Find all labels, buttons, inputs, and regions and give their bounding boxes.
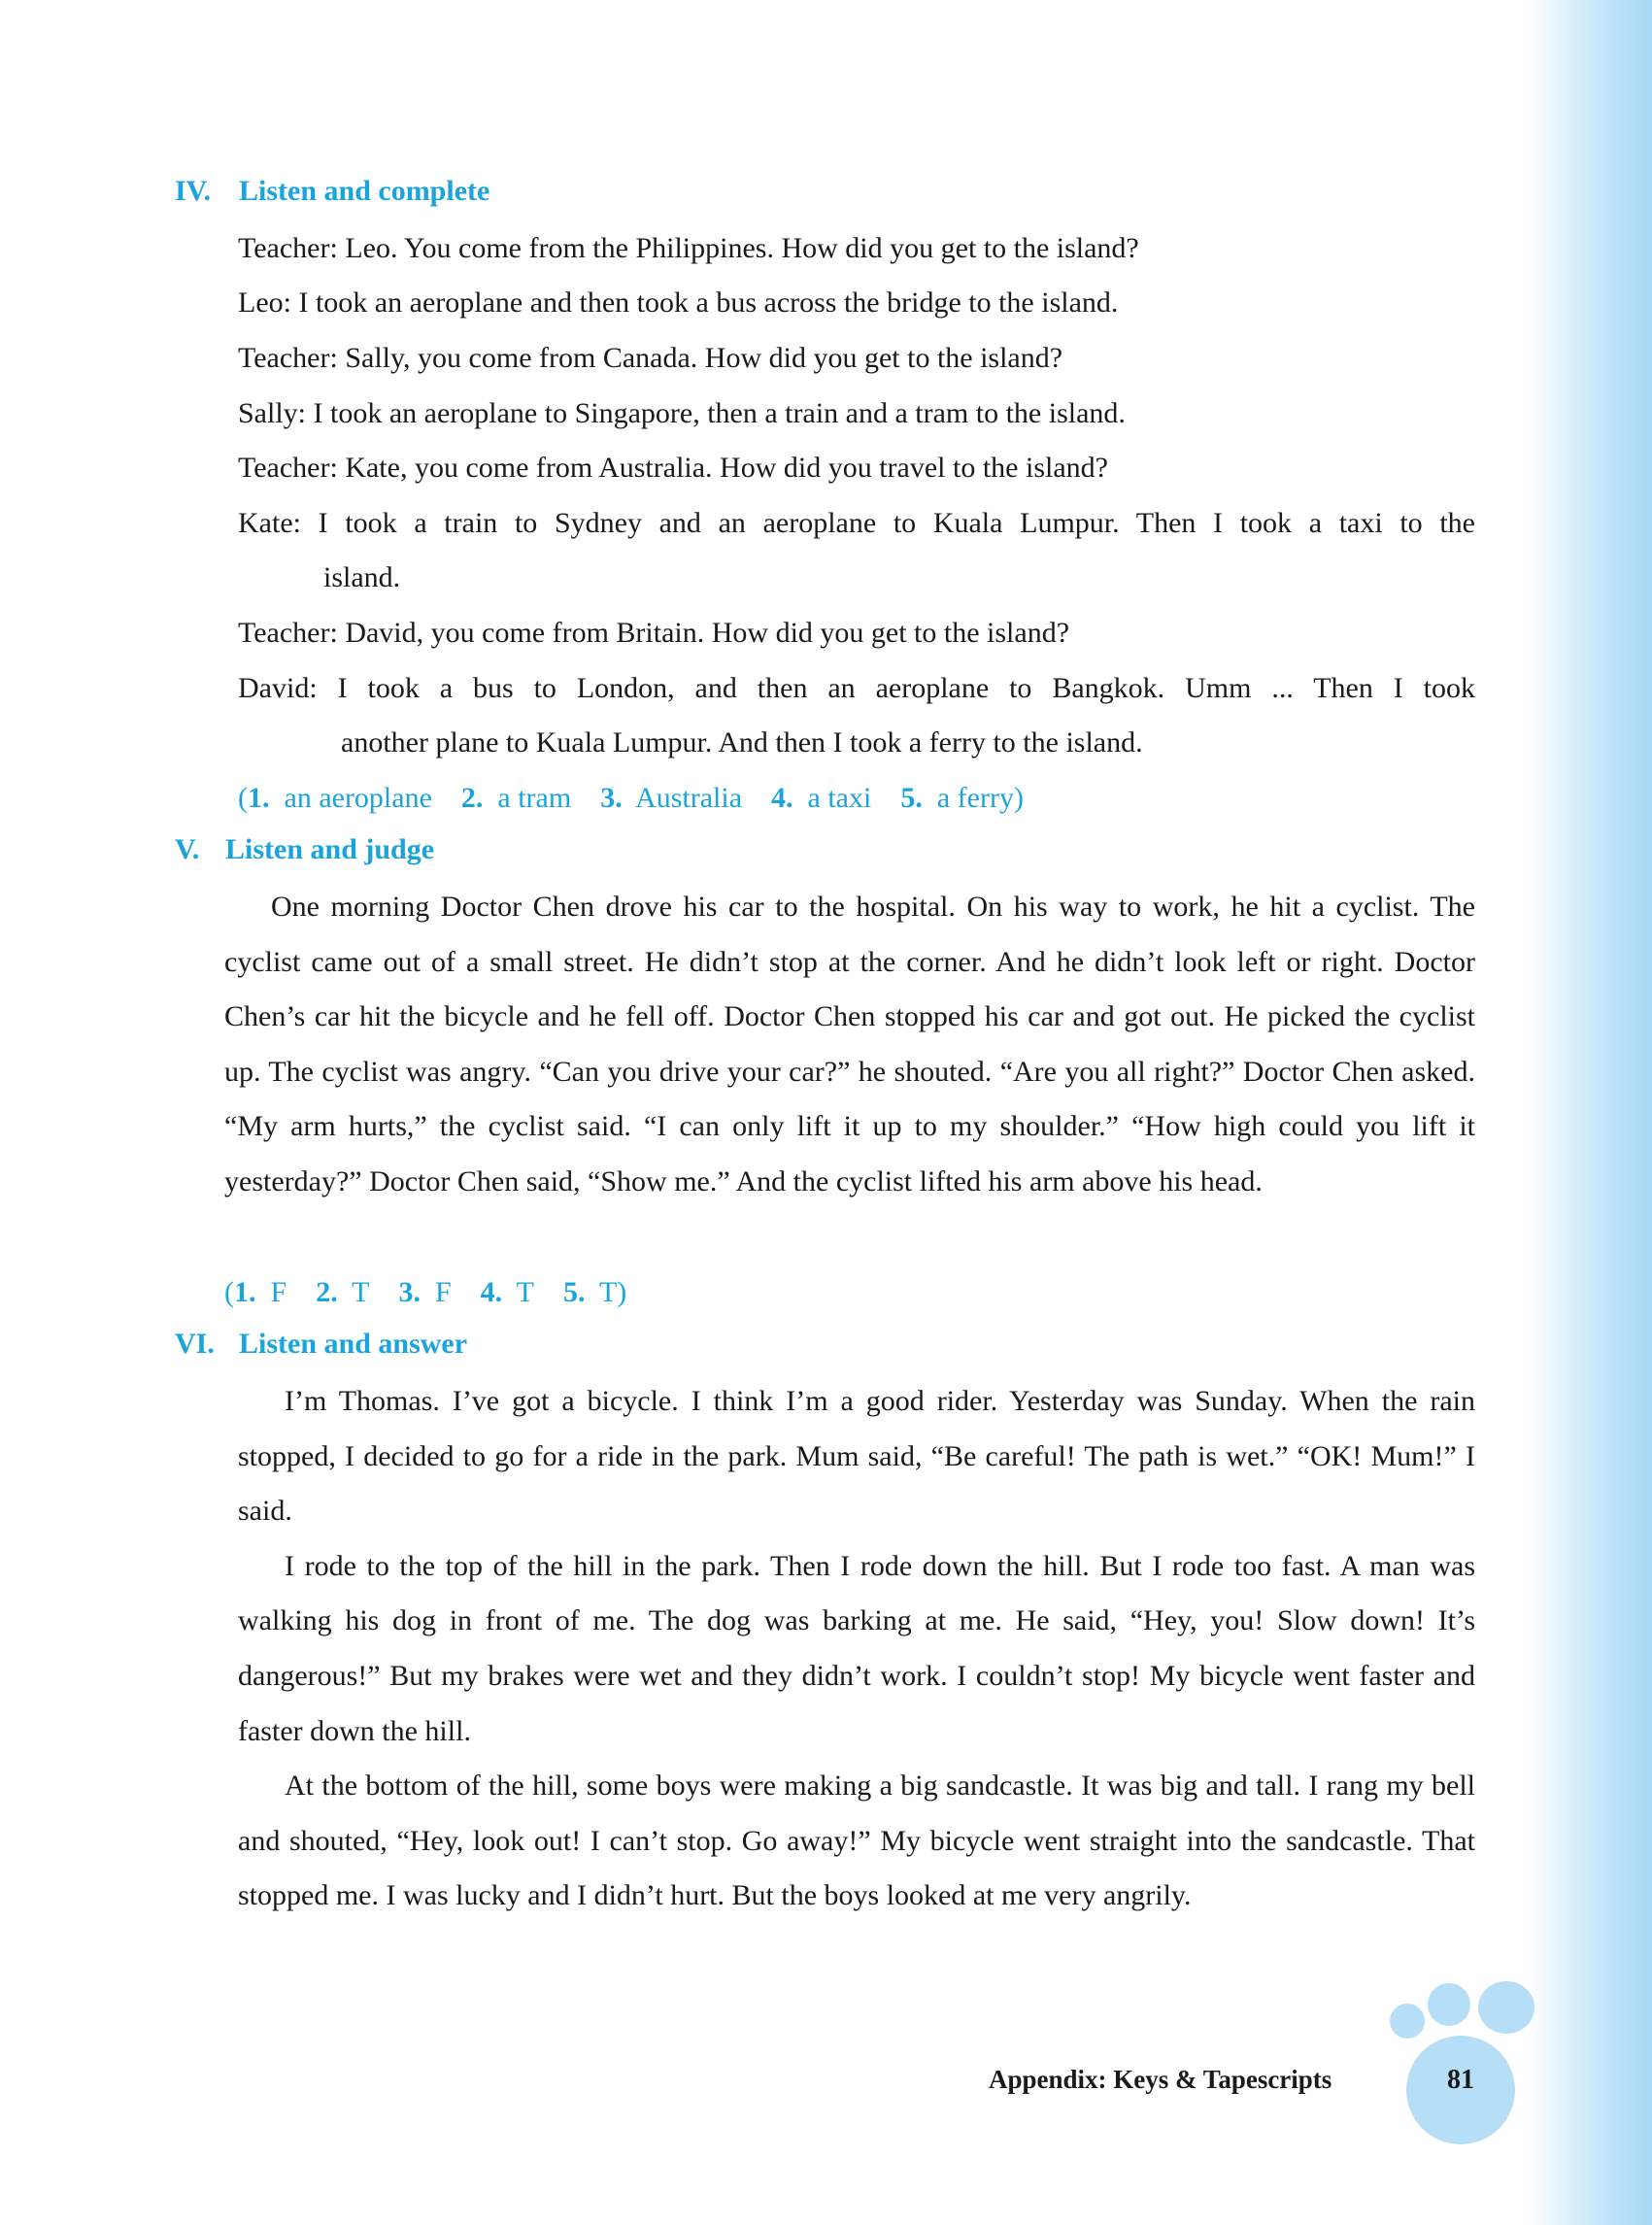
key-number: 2. bbox=[460, 782, 484, 814]
section-5-passage bbox=[224, 880, 1475, 1210]
dialogue-continuation: another plane to Kuala Lumpur. And then I took a ferry to the island. bbox=[341, 726, 1143, 759]
passage-paragraph: One morning Doctor Chen drove his car to the hospital. On his way to work, he hit a cyclist. The cyclist came out of a small street. He didn’t stop at the corner. And he didn’t look left or right. Doctor Chen’s car hit the bicycle and he fell off. Doctor Chen stopped his car and got out. He picked the cyclist up. The cyclist was angry. “Can you drive your car?” he shouted. “Are you all right?” Doctor Chen asked. “My arm hurts,” the cyclist said. “I can only lift it up to my shoulder.” “How high could you lift it yesterday?” Doctor Chen said, “Show me.” And the cyclist lifted his arm above his head. bbox=[224, 891, 1475, 1197]
paw-toe bbox=[1390, 2004, 1425, 2039]
dialogue-line: David: I took a bus to London, and then an aeroplane to Bangkok. Umm ... Then I took bbox=[238, 672, 1476, 704]
key-answer: T bbox=[598, 1276, 618, 1308]
dialogue-text: I took an aeroplane to Singapore, then a train and a tram to the island. bbox=[313, 397, 1126, 429]
dialogue-text: Leo. You come from the Philippines. How did you get to the island? bbox=[345, 232, 1139, 264]
passage-paragraph: At the bottom of the hill, some boys were making a big sandcastle. It was big and tall. I rang my bell and shouted, “Hey, look out! I can’t stop. Go away!” My bicycle went straight into the sandcastle. That stopped me. I was lucky and I didn’t hurt. But the boys looked at me very angrily. bbox=[238, 1770, 1475, 1912]
key-answer: an aeroplane bbox=[284, 782, 432, 814]
passage-paragraph: I’m Thomas. I’ve got a bicycle. I think I’m a good rider. Yesterday was Sunday. When the rain stopped, I decided to go for a ride in the park. Mum said, “Be careful! The path is wet.” “OK! Mum!” I said. bbox=[238, 1385, 1475, 1528]
section-4-number: IV. bbox=[175, 175, 211, 207]
section-4-title: Listen and complete bbox=[239, 175, 490, 207]
key-number: 1. bbox=[234, 1276, 256, 1308]
passage-paragraph: I rode to the top of the hill in the park. Then I rode down the hill. But I rode too fast. A man was walking his dog in front of me. The dog was barking at me. He said, “Hey, you! Slow down! It’s dangerous!” But my brakes were wet and they didn’t work. I couldn’t stop! My bicycle went faster and faster down the hill. bbox=[238, 1549, 1475, 1747]
key-answer: F bbox=[434, 1276, 452, 1308]
section-4-heading bbox=[175, 175, 489, 208]
key-answer: a taxi bbox=[807, 782, 872, 814]
dialogue-text: David, you come from Britain. How did you get to the island? bbox=[345, 617, 1070, 649]
dialogue-text: I took a train to Sydney and an aeroplane to Kuala Lumpur. Then I took a taxi to the bbox=[318, 507, 1476, 539]
side-decoration-band bbox=[1526, 0, 1652, 2225]
speaker-name: Teacher bbox=[238, 617, 330, 649]
key-answer: Australia bbox=[635, 782, 743, 814]
dialogue-line: Sally: I took an aeroplane to Singapore, then a train and a tram to the island. bbox=[238, 397, 1126, 429]
dialogue-line: Teacher: Kate, you come from Australia. How did you travel to the island? bbox=[238, 452, 1108, 484]
key-answer: T bbox=[352, 1276, 370, 1308]
key-number: 2. bbox=[316, 1276, 338, 1308]
dialogue-text: Sally, you come from Canada. How did you get to the island? bbox=[345, 342, 1063, 374]
dialogue-line: Teacher: Leo. You come from the Philippines. How did you get to the island? bbox=[238, 232, 1139, 264]
key-number: 4. bbox=[771, 782, 793, 814]
key-answer: F bbox=[270, 1276, 287, 1308]
dialogue-text: Kate, you come from Australia. How did you travel to the island? bbox=[345, 452, 1108, 484]
section-6-title: Listen and answer bbox=[239, 1328, 468, 1360]
speaker-name: Teacher bbox=[238, 452, 330, 484]
section-5-title: Listen and judge bbox=[225, 833, 435, 865]
key-number: 3. bbox=[398, 1276, 421, 1308]
page-number: 81 bbox=[1447, 2065, 1474, 2095]
key-number: 4. bbox=[480, 1276, 503, 1308]
speaker-name: Sally bbox=[238, 397, 298, 429]
section-6-heading bbox=[175, 1328, 467, 1361]
key-number: 1. bbox=[248, 782, 270, 814]
dialogue-text: I took a bus to London, and then an aeroplane to Bangkok. Umm ... Then I took bbox=[337, 672, 1476, 704]
key-number: 5. bbox=[562, 1276, 586, 1308]
dialogue-line: Leo: I took an aeroplane and then took a bus across the bridge to the island. bbox=[238, 287, 1119, 319]
key-answer: a ferry bbox=[936, 782, 1014, 814]
dialogue-continuation: island. bbox=[323, 561, 401, 593]
speaker-name: Leo bbox=[238, 287, 284, 319]
speaker-name: Teacher bbox=[238, 232, 330, 264]
key-answer: T bbox=[516, 1276, 534, 1308]
paw-toe bbox=[1478, 1981, 1534, 2034]
key-answer: a tram bbox=[497, 782, 572, 814]
key-number: 3. bbox=[600, 782, 623, 814]
dialogue-line: Kate: I took a train to Sydney and an aeroplane to Kuala Lumpur. Then I took a taxi to the bbox=[238, 507, 1476, 539]
section-6-number: VI. bbox=[175, 1328, 215, 1360]
dialogue-text: I took an aeroplane and then took a bus across the bridge to the island. bbox=[298, 287, 1119, 319]
speaker-name: Teacher bbox=[238, 342, 330, 374]
answer-key-line: (1. F 2. T 3. F 4. T 5. T) bbox=[224, 1276, 627, 1308]
speaker-name: Kate bbox=[238, 507, 293, 539]
paw-toe bbox=[1428, 1983, 1470, 2026]
answer-key-line: (1. an aeroplane 2. a tram 3. Australia 4. a taxi 5. a ferry) bbox=[238, 782, 1024, 814]
footer-appendix-label: Appendix: Keys & Tapescripts bbox=[989, 2065, 1332, 2094]
dialogue-line: Teacher: David, you come from Britain. How did you get to the island? bbox=[238, 617, 1070, 649]
key-number: 5. bbox=[900, 782, 923, 814]
section-6-passage bbox=[238, 1374, 1475, 1924]
section-5-number: V. bbox=[175, 833, 200, 865]
dialogue-line: Teacher: Sally, you come from Canada. How did you get to the island? bbox=[238, 342, 1063, 374]
speaker-name: David bbox=[238, 672, 310, 704]
section-5-heading bbox=[175, 833, 434, 866]
